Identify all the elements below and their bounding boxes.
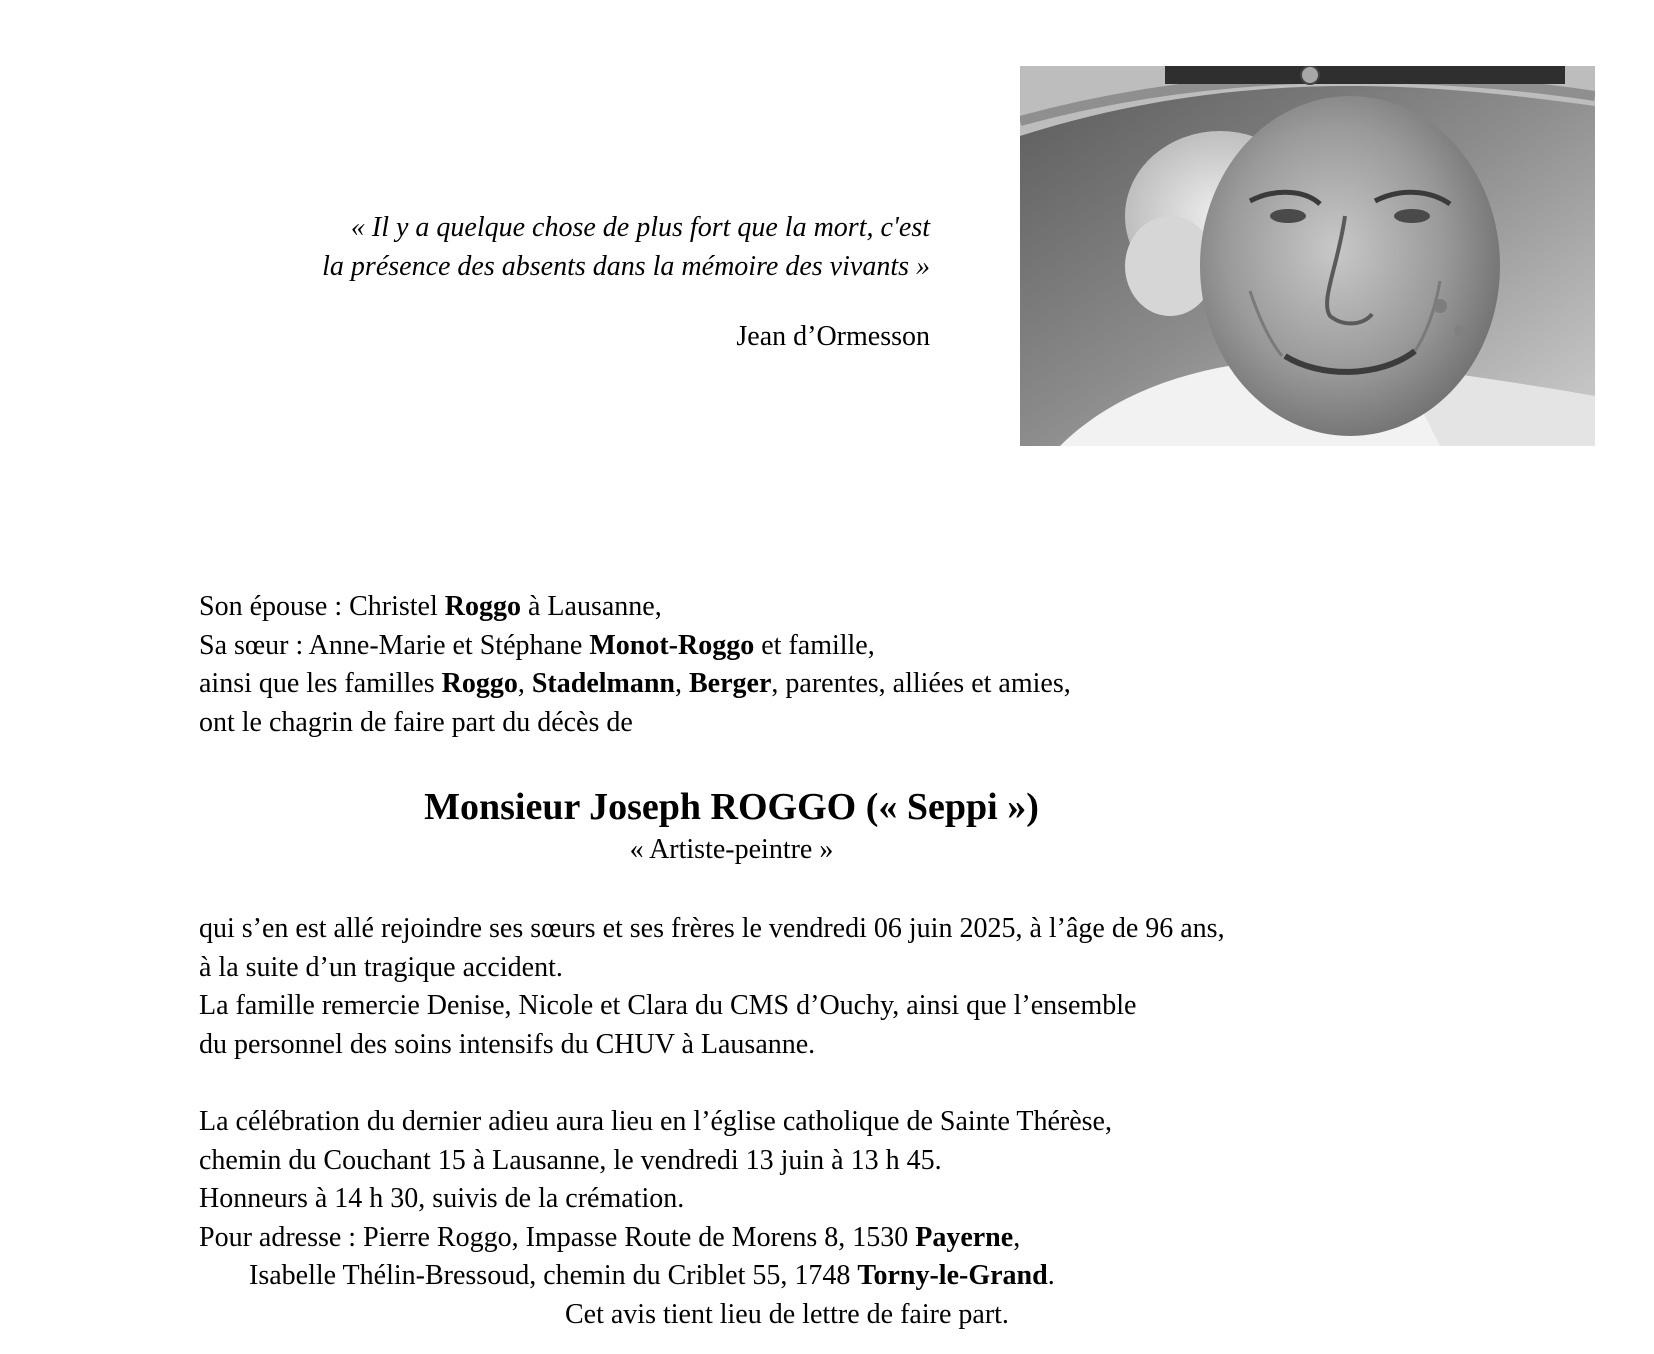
quote-line-1: « Il y a quelque chose de plus fort que la mort, c'est xyxy=(350,212,930,243)
family-line-sister: Sa sœur : Anne-Marie et Stéphane Monot-Roggo et famille, xyxy=(199,629,875,661)
ceremony-details xyxy=(199,1103,1112,1334)
deceased-name: Monsieur Joseph ROGGO (« Seppi ») xyxy=(424,786,1039,828)
ceremony-line-2: chemin du Couchant 15 à Lausanne, le vendredi 13 juin à 13 h 45. xyxy=(199,1144,942,1176)
deceased-heading xyxy=(199,783,1264,869)
ceremony-line-1: La célébration du dernier adieu aura lieu en l’église catholique de Sainte Thérèse, xyxy=(199,1106,1112,1137)
details-line-3: La famille remercie Denise, Nicole et Clara du CMS d’Ouchy, ainsi que l’ensemble xyxy=(199,990,1137,1021)
epigraph-quote xyxy=(150,208,930,356)
details-line-4: du personnel des soins intensifs du CHUV à Lausanne. xyxy=(199,1028,816,1060)
portrait-photo-icon xyxy=(1020,66,1595,446)
death-details xyxy=(199,910,1225,1064)
family-line-announce: ont le chagrin de faire part du décès de xyxy=(199,706,633,738)
details-line-2: à la suite d’un tragique accident. xyxy=(199,951,563,983)
quote-author: Jean d’Ormesson xyxy=(736,321,930,352)
quote-line-2: la présence des absents dans la mémoire des vivants » xyxy=(322,251,930,282)
family-announcement xyxy=(199,588,1539,742)
address-line-2: Isabelle Thélin-Bressoud, chemin du Criblet 55, 1748 Torny-le-Grand. xyxy=(249,1260,1055,1291)
deceased-title: « Artiste-peintre » xyxy=(629,834,834,865)
address-line-1: Pour adresse : Pierre Roggo, Impasse Route de Morens 8, 1530 Payerne, xyxy=(199,1221,1021,1253)
ceremony-line-3: Honneurs à 14 h 30, suivis de la crémation. xyxy=(199,1183,685,1214)
family-line-families: ainsi que les familles Roggo, Stadelmann, Berger, parentes, alliées et amies, xyxy=(199,668,1071,699)
family-line-spouse: Son épouse : Christel Roggo à Lausanne, xyxy=(199,591,662,622)
details-line-1: qui s’en est allé rejoindre ses sœurs et ses frères le vendredi 06 juin 2025, à l’âge de 96 ans, xyxy=(199,913,1225,944)
closing-note: Cet avis tient lieu de lettre de faire part. xyxy=(565,1298,1009,1330)
